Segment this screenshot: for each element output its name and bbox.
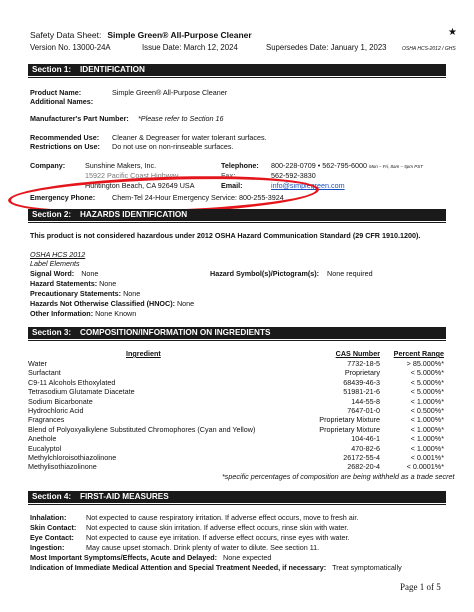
precautionary-value: None bbox=[123, 289, 141, 298]
other-info-row bbox=[30, 309, 136, 318]
telephone-value bbox=[271, 161, 423, 170]
hazard-symbol-label: Hazard Symbol(s)/Pictogram(s): bbox=[210, 269, 320, 278]
ingredient-row bbox=[28, 444, 446, 453]
ingredient-name: C9-11 Alcohols Ethoxylated bbox=[28, 377, 116, 387]
percent-header: Percent Range bbox=[393, 349, 444, 358]
section-1-header bbox=[28, 64, 446, 76]
ingredient-name: Surfactant bbox=[28, 368, 61, 378]
telephone-label: Telephone: bbox=[221, 161, 259, 170]
email-link[interactable]: info@simplegreen.com bbox=[271, 181, 345, 190]
product-name-label: Product Name: bbox=[30, 88, 82, 97]
signal-word-value: None bbox=[81, 269, 99, 278]
fax-label: Fax: bbox=[221, 171, 236, 180]
section-2-number: Section 2: bbox=[32, 210, 72, 219]
supersedes-date: Supersedes Date: January 1, 2023 bbox=[266, 43, 387, 52]
section-3-title: COMPOSITION/INFORMATION ON INGREDIENTS bbox=[80, 328, 271, 337]
hazard-symbol-row bbox=[210, 269, 373, 278]
recommended-use-label: Recommended Use: bbox=[30, 133, 100, 142]
ingredient-name: Methylisothiazolinone bbox=[28, 462, 97, 472]
hazard-symbol-value: None required bbox=[327, 269, 373, 278]
inhalation-value: Not expected to cause respiratory irritation. If adverse effect occurs, move to fresh air. bbox=[86, 513, 359, 522]
ingredient-name: Sodium Bicarbonate bbox=[28, 396, 93, 406]
ingredient-percent: < 5.000%* bbox=[410, 387, 444, 397]
symptoms-label: Most Important Symptoms/Effects, Acute and Delayed: bbox=[30, 553, 218, 562]
hazard-statement: This product is not considered hazardous under 2012 OSHA Hazard Communication Standard (29 CFR 1910.1200). bbox=[30, 231, 421, 240]
email-label: Email: bbox=[221, 181, 243, 190]
symptoms-value: None expected bbox=[223, 553, 272, 562]
section-divider bbox=[28, 340, 446, 341]
section-2-title: HAZARDS IDENTIFICATION bbox=[80, 210, 188, 219]
ingredient-cas: 144-55-8 bbox=[351, 396, 380, 406]
ingredient-cas: 51981-21-6 bbox=[343, 387, 380, 397]
trade-secret-footnote: *specific percentages of composition are being withheld as a trade secret bbox=[222, 472, 455, 481]
hnoc-value: None bbox=[176, 299, 195, 308]
ingredient-percent: < 1.000%* bbox=[410, 434, 444, 444]
doc-type: Safety Data Sheet: bbox=[30, 30, 102, 40]
medical-attention-label: Indication of Immediate Medical Attention and Special Treatment Needed, if necessary: bbox=[30, 563, 327, 572]
ingredient-name: Water bbox=[28, 359, 47, 368]
ingredient-percent: < 1.000%* bbox=[410, 415, 444, 425]
ingredient-name: Blend of Polyoxyalkylene Substituted Chromophores (Cyan and Yellow) bbox=[28, 424, 256, 434]
company-line-1: Sunshine Makers, Inc. bbox=[85, 161, 157, 170]
ingredient-name: Hydrochloric Acid bbox=[28, 406, 84, 415]
ingredient-row bbox=[28, 387, 446, 396]
hazard-statements-label: Hazard Statements: bbox=[30, 279, 98, 288]
hnoc-row bbox=[30, 299, 194, 308]
company-line-2: 15922 Pacific Coast Highway bbox=[85, 171, 179, 180]
ingredient-percent: < 1.000%* bbox=[410, 443, 444, 453]
section-divider bbox=[28, 222, 446, 223]
ingredient-row bbox=[28, 434, 446, 443]
section-4-header bbox=[28, 491, 446, 503]
ingredient-percent: > 85.000%* bbox=[406, 359, 444, 368]
ingredient-row bbox=[28, 462, 446, 471]
osha-ghs-label: OSHA HCS-2012 / GHS bbox=[402, 46, 456, 52]
section-4-title: FIRST-AID MEASURES bbox=[80, 492, 169, 501]
precautionary-row bbox=[30, 289, 140, 298]
skin-contact-value: Not expected to cause skin irritation. If adverse effect occurs, rinse skin with water. bbox=[86, 523, 349, 532]
ingredient-cas: Proprietary bbox=[344, 368, 380, 378]
ingredient-name: Fragrances bbox=[28, 415, 65, 425]
eye-contact-value: Not expected to cause eye irritation. If adverse effect occurs, rinse eyes with water. bbox=[86, 533, 350, 542]
ingredient-name: Methylchloroisothiazolinone bbox=[28, 453, 117, 462]
ingredient-cas: 470-82-6 bbox=[351, 443, 380, 453]
eye-contact-label: Eye Contact: bbox=[30, 533, 74, 542]
other-info-value: None Known bbox=[95, 309, 137, 318]
section-1-number: Section 1: bbox=[32, 65, 72, 74]
telephone-numbers: 800-228-0709 • 562-795-6000 bbox=[271, 161, 368, 170]
product-name-value: Simple Green® All-Purpose Cleaner bbox=[112, 88, 228, 97]
section-3-number: Section 3: bbox=[32, 328, 72, 337]
ingredient-cas: 2682-20-4 bbox=[347, 462, 380, 472]
ingredient-cas: 26172-55-4 bbox=[343, 453, 380, 462]
ingredient-cas: 68439-46-3 bbox=[343, 377, 380, 387]
ingredient-row bbox=[28, 406, 446, 415]
section-3-header bbox=[28, 327, 446, 339]
ingredient-row bbox=[28, 368, 446, 377]
star-icon: ★ bbox=[448, 27, 457, 38]
ingredient-row bbox=[28, 425, 446, 434]
signal-word-label: Signal Word: bbox=[30, 269, 75, 278]
medical-attention-value: Treat symptomatically bbox=[332, 563, 402, 572]
hazard-statements-row bbox=[30, 279, 116, 288]
ingredient-percent: < 5.000%* bbox=[410, 377, 444, 387]
ingredient-percent: < 0.001%* bbox=[410, 453, 444, 462]
ingredient-percent: < 0.500%* bbox=[410, 406, 444, 415]
ingredient-row bbox=[28, 378, 446, 387]
section-2-header bbox=[28, 209, 446, 221]
ingredient-cas: 7732-18-5 bbox=[347, 359, 380, 368]
ingredient-percent: < 5.000%* bbox=[410, 368, 444, 378]
signal-word-row bbox=[30, 269, 98, 278]
emergency-phone-value: Chem-Tel 24-Hour Emergency Service: 800-255-3924 bbox=[112, 193, 284, 202]
ingestion-value: May cause upset stomach. Drink plenty of water to dilute. See section 11. bbox=[86, 543, 320, 552]
precautionary-label: Precautionary Statements: bbox=[30, 289, 122, 298]
ingredient-name: Eucalyptol bbox=[28, 443, 62, 453]
ingredient-name: Anethole bbox=[28, 434, 57, 444]
issue-date: Issue Date: March 12, 2024 bbox=[142, 43, 238, 52]
product-title: Simple Green® All-Purpose Cleaner bbox=[107, 30, 252, 40]
ingredient-percent: < 1.000%* bbox=[410, 396, 444, 406]
company-label: Company: bbox=[30, 161, 66, 170]
ingredients-header-row bbox=[28, 349, 446, 358]
ingredient-percent: < 1.000%* bbox=[410, 424, 444, 434]
skin-contact-label: Skin Contact: bbox=[30, 523, 77, 532]
section-divider bbox=[28, 504, 446, 505]
other-info-label: Other Information: bbox=[30, 309, 94, 318]
ingredient-cas: Proprietary Mixture bbox=[319, 415, 380, 425]
fax-value: 562-592-3830 bbox=[271, 171, 316, 180]
ingredient-percent: < 0.0001%* bbox=[406, 462, 444, 472]
emergency-phone-label: Emergency Phone: bbox=[30, 193, 96, 202]
document-title bbox=[30, 30, 252, 41]
section-divider bbox=[28, 77, 446, 78]
ingredient-cas: 7647-01-0 bbox=[347, 406, 380, 415]
recommended-use-value: Cleaner & Degreaser for water tolerant surfaces. bbox=[112, 133, 267, 142]
osha-hcs-label: OSHA HCS 2012 bbox=[30, 250, 86, 259]
ingredient-row bbox=[28, 397, 446, 406]
ingredient-cas: Proprietary Mixture bbox=[319, 424, 380, 434]
label-elements: Label Elements bbox=[30, 259, 80, 268]
inhalation-label: Inhalation: bbox=[30, 513, 67, 522]
company-line-3: Huntington Beach, CA 92649 USA bbox=[85, 181, 195, 190]
additional-names-label: Additional Names: bbox=[30, 97, 94, 106]
cas-header: CAS Number bbox=[335, 349, 380, 358]
medical-attention-row bbox=[30, 563, 402, 572]
restrictions-value: Do not use on non-rinseable surfaces. bbox=[112, 142, 234, 151]
hazard-statements-value: None bbox=[99, 279, 117, 288]
hnoc-label: Hazards Not Otherwise Classified (HNOC): bbox=[30, 299, 175, 308]
telephone-hours: Mon – Fri, 8am – 5pm PST bbox=[369, 164, 424, 169]
version-number: Version No. 13000-24A bbox=[30, 43, 111, 52]
mfr-part-value: *Please refer to Section 16 bbox=[138, 114, 224, 123]
restrictions-label: Restrictions on Use: bbox=[30, 142, 100, 151]
ingredient-name: Tetrasodium Glutamate Diacetate bbox=[28, 387, 135, 397]
page-number: Page 1 of 5 bbox=[400, 582, 441, 592]
ingredient-cas: 104-46-1 bbox=[351, 434, 380, 444]
section-1-title: IDENTIFICATION bbox=[80, 65, 145, 74]
ingredient-row bbox=[28, 415, 446, 424]
ingredient-row bbox=[28, 359, 446, 368]
symptoms-row bbox=[30, 553, 271, 562]
section-4-number: Section 4: bbox=[32, 492, 72, 501]
ingredient-row bbox=[28, 453, 446, 462]
ingredient-header: Ingredient bbox=[126, 349, 161, 358]
ingestion-label: Ingestion: bbox=[30, 543, 65, 552]
mfr-part-label: Manufacturer's Part Number: bbox=[30, 114, 129, 123]
